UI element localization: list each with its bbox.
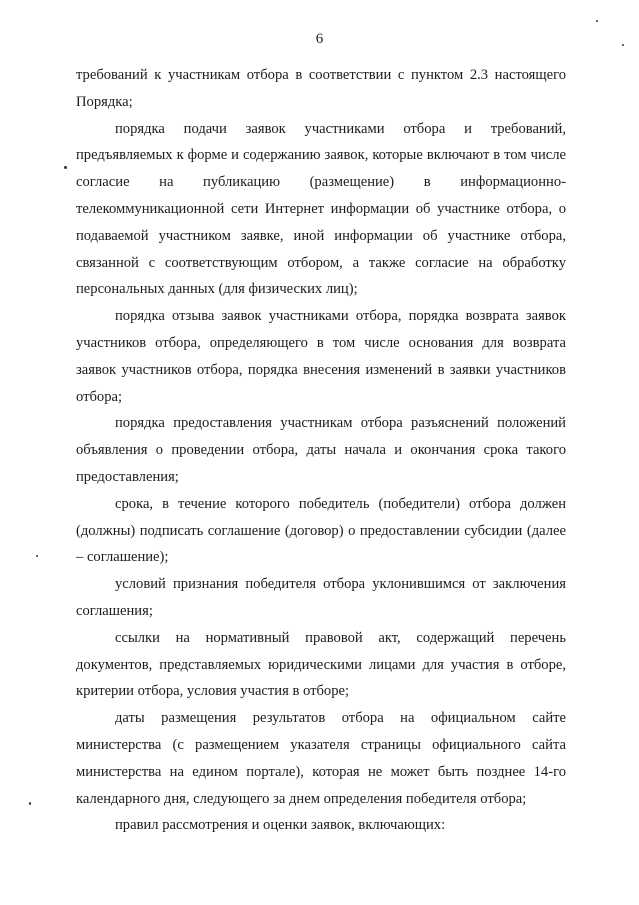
- scan-speck: [29, 802, 31, 805]
- paragraph: порядка подачи заявок участниками отбора и требований, предъявляемых к форме и содержанию заявок, которые включают в том числе согласие на публикацию (размещение) в информационно-телекоммуникационной сети Интернет информации об участнике отбора, о подаваемой участником заявке, иной информации об участнике отбора, связанной с соответствующим отбором, а также согласие на обработку персональных данных (для физических лиц);: [76, 120, 566, 298]
- page-number: 6: [315, 31, 324, 47]
- paragraph: срока, в течение которого победитель (победители) отбора должен (должны) подписать соглашение (договор) о предоставлении субсидии (далее – соглашение);: [76, 495, 566, 566]
- paragraph: требований к участникам отбора в соответствии с пунктом 2.3 настоящего Порядка;: [76, 67, 566, 110]
- scan-speck: [596, 20, 598, 22]
- paragraph: условий признания победителя отбора уклонившимся от заключения соглашения;: [76, 576, 566, 619]
- document-body: [76, 62, 566, 839]
- paragraph: порядка предоставления участникам отбора разъяснений положений объявления о проведении отбора, даты начала и окончания срока такого предоставления;: [76, 415, 566, 485]
- paragraph: ссылки на нормативный правовой акт, содержащий перечень документов, представляемых юридическими лицами для участия в отборе, критерии отбора, условия участия в отборе;: [76, 629, 566, 700]
- scan-speck: [64, 166, 67, 169]
- paragraph: порядка отзыва заявок участниками отбора, порядка возврата заявок участников отбора, определяющего в том числе основания для возврата заявок участников отбора, порядка внесения изменений в заявки участников отбора;: [76, 308, 566, 405]
- scan-speck: [36, 555, 38, 557]
- paragraph: правил рассмотрения и оценки заявок, включающих:: [115, 817, 446, 834]
- scan-speck: [622, 44, 624, 46]
- paragraph: даты размещения результатов отбора на официальном сайте министерства (с размещением указателя страницы официального сайта министерства на едином портале), которая не может быть позднее 14-го календарного дня, следующего за днем определения победителя отбора;: [76, 710, 566, 807]
